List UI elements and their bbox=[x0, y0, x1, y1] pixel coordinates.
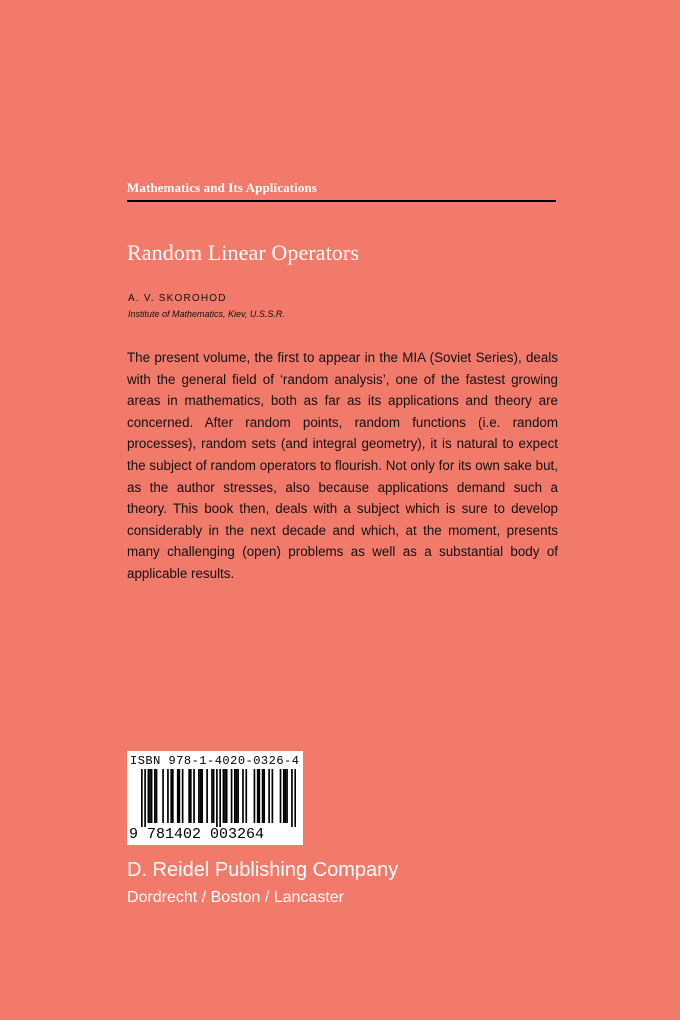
barcode-bar bbox=[198, 769, 200, 823]
barcode-bar bbox=[156, 769, 158, 823]
author-name: A. V. SKOROHOD bbox=[128, 293, 227, 304]
barcode-bar bbox=[262, 769, 264, 823]
book-description: The present volume, the first to appear in the MIA (Soviet Series), deals with the general field of ‘random analysis’, one of the fastest growing areas in mathematics, both as far as its applications and theory are concerned. After random points, random functions (i.e. random processes), random sets (and integral geometry), it is natural to expect the subject of random operators to flourish. Not only for its own sake but, as the author stresses, also because applications demand such a theory. This book then, deals with a subject which is sure to develop considerably in the next decade and which, at the moment, presents many challenging (open) problems as well as a substantial body of applicable results. bbox=[127, 350, 558, 581]
isbn-label: ISBN 978-1-4020-0326-4 bbox=[130, 754, 300, 768]
barcode-bar bbox=[201, 769, 203, 823]
barcode-bar bbox=[224, 769, 226, 823]
barcode-bar bbox=[213, 769, 215, 823]
publisher-name: D. Reidel Publishing Company bbox=[127, 859, 399, 881]
barcode-bar bbox=[149, 769, 151, 823]
barcode-bar bbox=[286, 769, 288, 823]
barcode-bar bbox=[141, 769, 143, 827]
barcode-bar bbox=[182, 769, 184, 823]
barcode-bar bbox=[226, 769, 228, 823]
barcode-bar bbox=[268, 769, 270, 823]
ean-number: 9 781402 003264 bbox=[129, 826, 265, 843]
barcode-bar bbox=[193, 769, 195, 823]
barcode-bar bbox=[200, 769, 202, 823]
barcode-bar bbox=[188, 769, 190, 823]
barcode-bar bbox=[162, 769, 164, 823]
barcode-bar bbox=[172, 769, 174, 823]
barcode-bar bbox=[283, 769, 285, 823]
barcode-bar bbox=[190, 769, 192, 823]
publisher-cities: Dordrecht / Boston / Lancaster bbox=[127, 889, 344, 906]
barcode-bar bbox=[151, 769, 153, 823]
barcode-bar bbox=[285, 769, 287, 823]
barcode-bar bbox=[272, 769, 274, 823]
book-title: Random Linear Operators bbox=[127, 240, 359, 265]
barcode-bar bbox=[280, 769, 282, 823]
barcode-bar bbox=[242, 769, 244, 823]
barcode-bar bbox=[206, 769, 208, 823]
barcode-bar bbox=[258, 769, 260, 823]
barcode-bar bbox=[294, 769, 296, 827]
barcode-bar bbox=[236, 769, 238, 823]
barcode-bar bbox=[219, 769, 221, 827]
barcode-bar bbox=[216, 769, 218, 827]
barcode-bar bbox=[223, 769, 225, 823]
barcode-bar bbox=[237, 769, 239, 823]
barcode-bar bbox=[167, 769, 169, 823]
series-name: Mathematics and Its Applications bbox=[127, 180, 317, 195]
barcode-bar bbox=[177, 769, 179, 823]
barcode-bar bbox=[245, 769, 247, 823]
barcode-bar bbox=[211, 769, 213, 823]
barcode-bar bbox=[144, 769, 146, 827]
barcode-bar bbox=[263, 769, 265, 823]
barcode-bar bbox=[170, 769, 172, 823]
barcode-bar bbox=[148, 769, 150, 823]
barcode-bar bbox=[291, 769, 293, 827]
series-rule bbox=[127, 200, 556, 202]
author-affiliation: Institute of Mathematics, Kiev, U.S.S.R. bbox=[128, 309, 285, 319]
barcode-bar bbox=[234, 769, 236, 823]
barcode-bar bbox=[179, 769, 181, 823]
barcode-bar bbox=[231, 769, 233, 823]
barcode-bar bbox=[154, 769, 156, 823]
barcode-panel bbox=[127, 751, 303, 845]
barcode-bar bbox=[254, 769, 256, 823]
barcode-bars bbox=[141, 769, 296, 827]
barcode-bar bbox=[257, 769, 259, 823]
